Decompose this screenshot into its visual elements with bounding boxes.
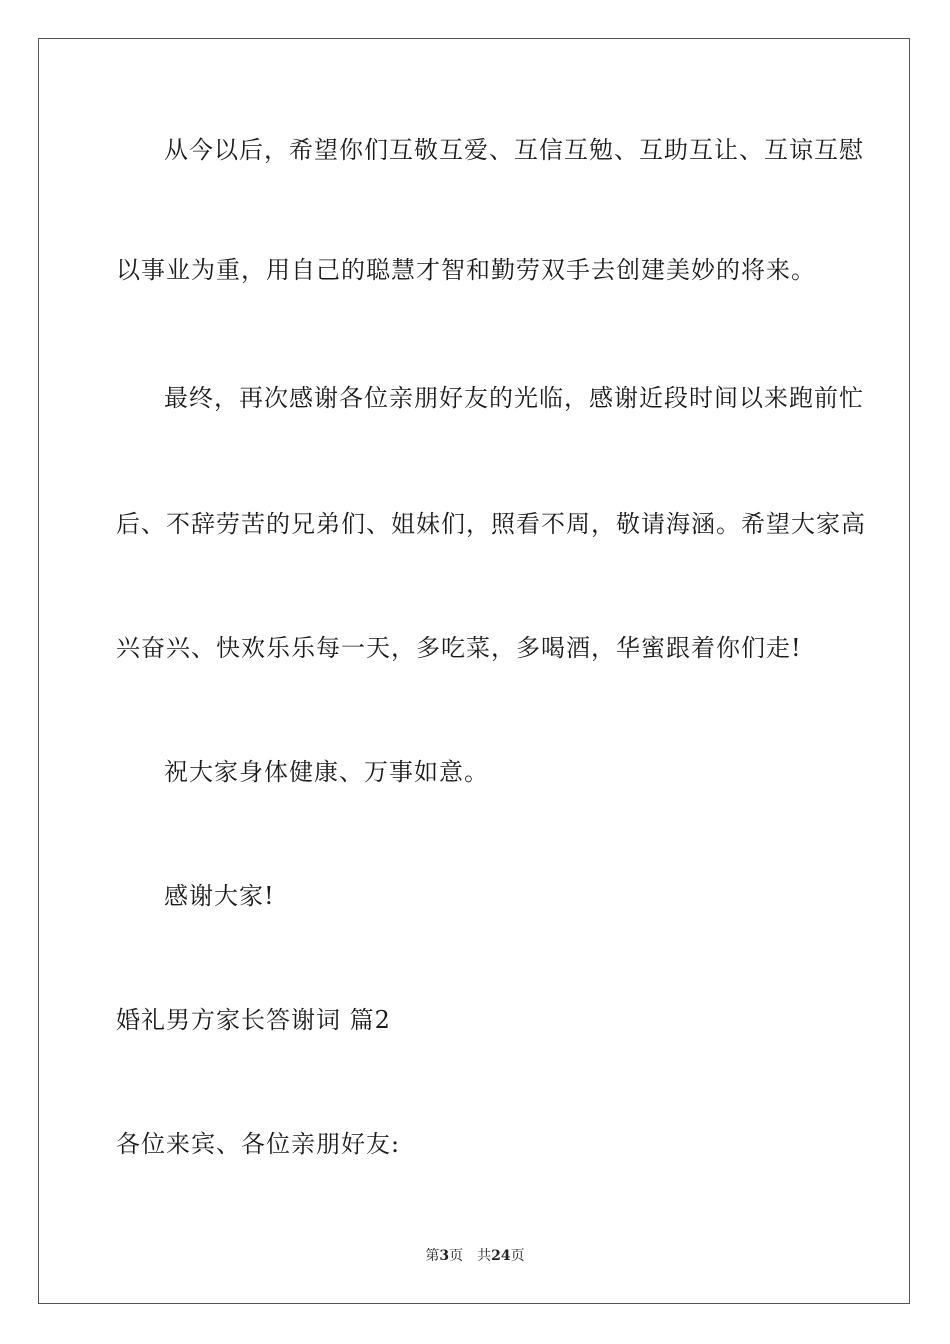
salutation: 各位来宾、各位亲朋好友: [116, 1130, 401, 1158]
footer-page-prefix: 第 [425, 1248, 440, 1264]
paragraph-line-4: 后、不辞劳苦的兄弟们、姐妹们，照看不周，敬请海涵。希望大家高 [116, 510, 866, 538]
paragraph-line-5: 兴奋兴、快欢乐乐每一天，多吃菜，多喝酒，华蜜跟着你们走! [116, 634, 802, 662]
footer-page-current: 3 [439, 1248, 450, 1264]
page-frame [38, 38, 910, 1304]
paragraph-line-7: 感谢大家! [164, 882, 275, 910]
paragraph-line-6: 祝大家身体健康、万事如意。 [164, 758, 489, 786]
footer-total-prefix: 共 [477, 1248, 492, 1264]
section-title: 婚礼男方家长答谢词 篇2 [116, 1006, 391, 1034]
paragraph-line-3: 最终，再次感谢各位亲朋好友的光临，感谢近段时间以来跑前忙 [164, 384, 864, 412]
page-footer [0, 1246, 950, 1266]
footer-page-suffix: 页 [449, 1248, 464, 1264]
footer-page-total: 24 [491, 1248, 511, 1264]
footer-total-suffix: 页 [510, 1248, 525, 1264]
paragraph-line-1: 从今以后，希望你们互敬互爱、互信互勉、互助互让、互谅互慰 [164, 136, 864, 164]
paragraph-line-2: 以事业为重，用自己的聪慧才智和勤劳双手去创建美妙的将来。 [116, 256, 816, 284]
